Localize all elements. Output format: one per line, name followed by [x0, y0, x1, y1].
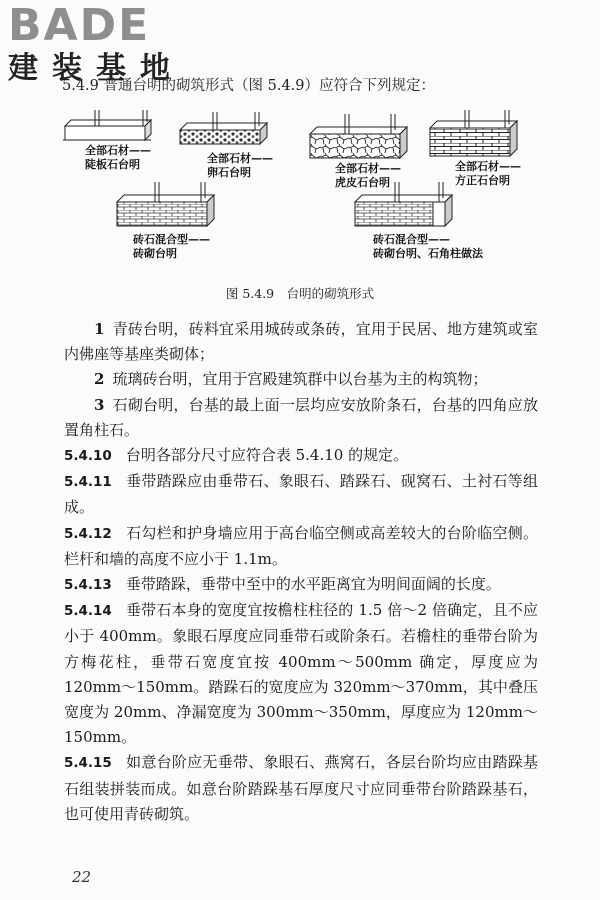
caption-solid-slab-1: 全部石材—— [85, 144, 151, 157]
clause [64, 598, 538, 750]
diagram-brick [117, 182, 214, 226]
intro-clause: 5.4.9 普通台明的砌筑形式（图 5.4.9）应符合下列规定： [62, 78, 436, 94]
item-number: 3 [94, 395, 105, 414]
diagram-pebble [180, 112, 267, 144]
clause-text: 垂带踏跺，垂带中至中的水平距离宜为明间面阔的长度。 [125, 575, 501, 594]
diagram-ashlar [430, 110, 517, 156]
caption-brick-corner-1: 砖石混合型—— [373, 233, 450, 246]
caption-brick-2: 砖砌台明 [133, 247, 177, 260]
body-text [64, 317, 538, 827]
list-item [64, 367, 538, 392]
caption-rubble-1: 全部石材—— [335, 162, 401, 175]
clause-text: 如意台阶应无垂带、象眼石、燕窝石，各层台阶均应由踏跺基石组装拼装而成。如意台阶踏跺基石厚度尺寸应同垂带台阶踏跺基石，也可使用青砖砌筑。 [64, 753, 538, 823]
item-text: 石砌台明，台基的最上面一层均应安放阶条石，台基的四角应放置角柱石。 [64, 395, 538, 439]
diagram-solid-slab [63, 110, 151, 140]
diagram-rubble [310, 114, 407, 158]
list-item [64, 317, 538, 367]
clause-number: 5.4.14 [64, 603, 112, 620]
clause-text: 石勾栏和护身墙应用于高台临空侧或高差较大的台阶临空侧。栏杆和墙的高度不应小于 1.1m。 [64, 523, 538, 568]
item-number: 2 [94, 370, 105, 389]
logo-subtitle: 建装基地 [8, 51, 184, 86]
caption-solid-slab-2: 陡板石台明 [85, 158, 140, 171]
masonry-figure [55, 108, 550, 278]
caption-ashlar-2: 方正石台明 [455, 174, 510, 187]
page-number: 22 [72, 868, 92, 886]
clause-text: 垂带石本身的宽度宜按檐柱柱径的 1.5 倍～2 倍确定，且不应小于 400mm。象眼石厚度应同垂带石或阶条石。若檐柱的垂带台阶为方梅花柱，垂带石宽度宜按 400mm～500mm 确定，厚度应为 120mm～150mm。踏跺石的宽度应为 320mm～370mm，其中叠压宽度为 20mm、净漏宽度为 300mm～350mm，厚度应为 120mm～150mm。 [64, 601, 538, 747]
item-text: 青砖台明，砖料宜采用城砖或条砖，宜用于民居、地方建筑或室内佛座等基座类砌体； [64, 320, 538, 364]
item-number: 1 [94, 320, 105, 338]
clause-number: 5.4.10 [64, 448, 112, 465]
clause [64, 750, 538, 827]
caption-pebble-2: 卵石台明 [207, 166, 251, 179]
clause [64, 443, 538, 469]
clause [64, 521, 538, 572]
caption-pebble-1: 全部石材—— [207, 152, 273, 165]
caption-rubble-2: 虎皮石台明 [335, 176, 390, 189]
clause-number: 5.4.11 [64, 474, 112, 491]
clause [64, 469, 538, 520]
caption-brick-1: 砖石混合型—— [133, 233, 210, 246]
clause-number: 5.4.15 [64, 755, 112, 772]
caption-ashlar-1: 全部石材—— [455, 160, 521, 173]
figure-caption: 图 5.4.9 台明的砌筑形式 [225, 286, 375, 301]
logo-brand: BADE [8, 0, 151, 51]
clause-text: 垂带踏跺应由垂带石、象眼石、踏跺石、砚窝石、土衬石等组成。 [64, 472, 538, 517]
list-item [64, 393, 538, 443]
clause-text: 台明各部分尺寸应符合表 5.4.10 的规定。 [125, 446, 409, 465]
clause-number: 5.4.12 [64, 525, 112, 542]
clause-number: 5.4.13 [64, 577, 112, 594]
clause [64, 572, 538, 598]
item-text: 琉璃砖台明，宜用于宫殿建筑群中以台基为主的构筑物； [112, 370, 488, 389]
caption-brick-corner-2: 砖砌台明、石角柱做法 [373, 247, 483, 260]
